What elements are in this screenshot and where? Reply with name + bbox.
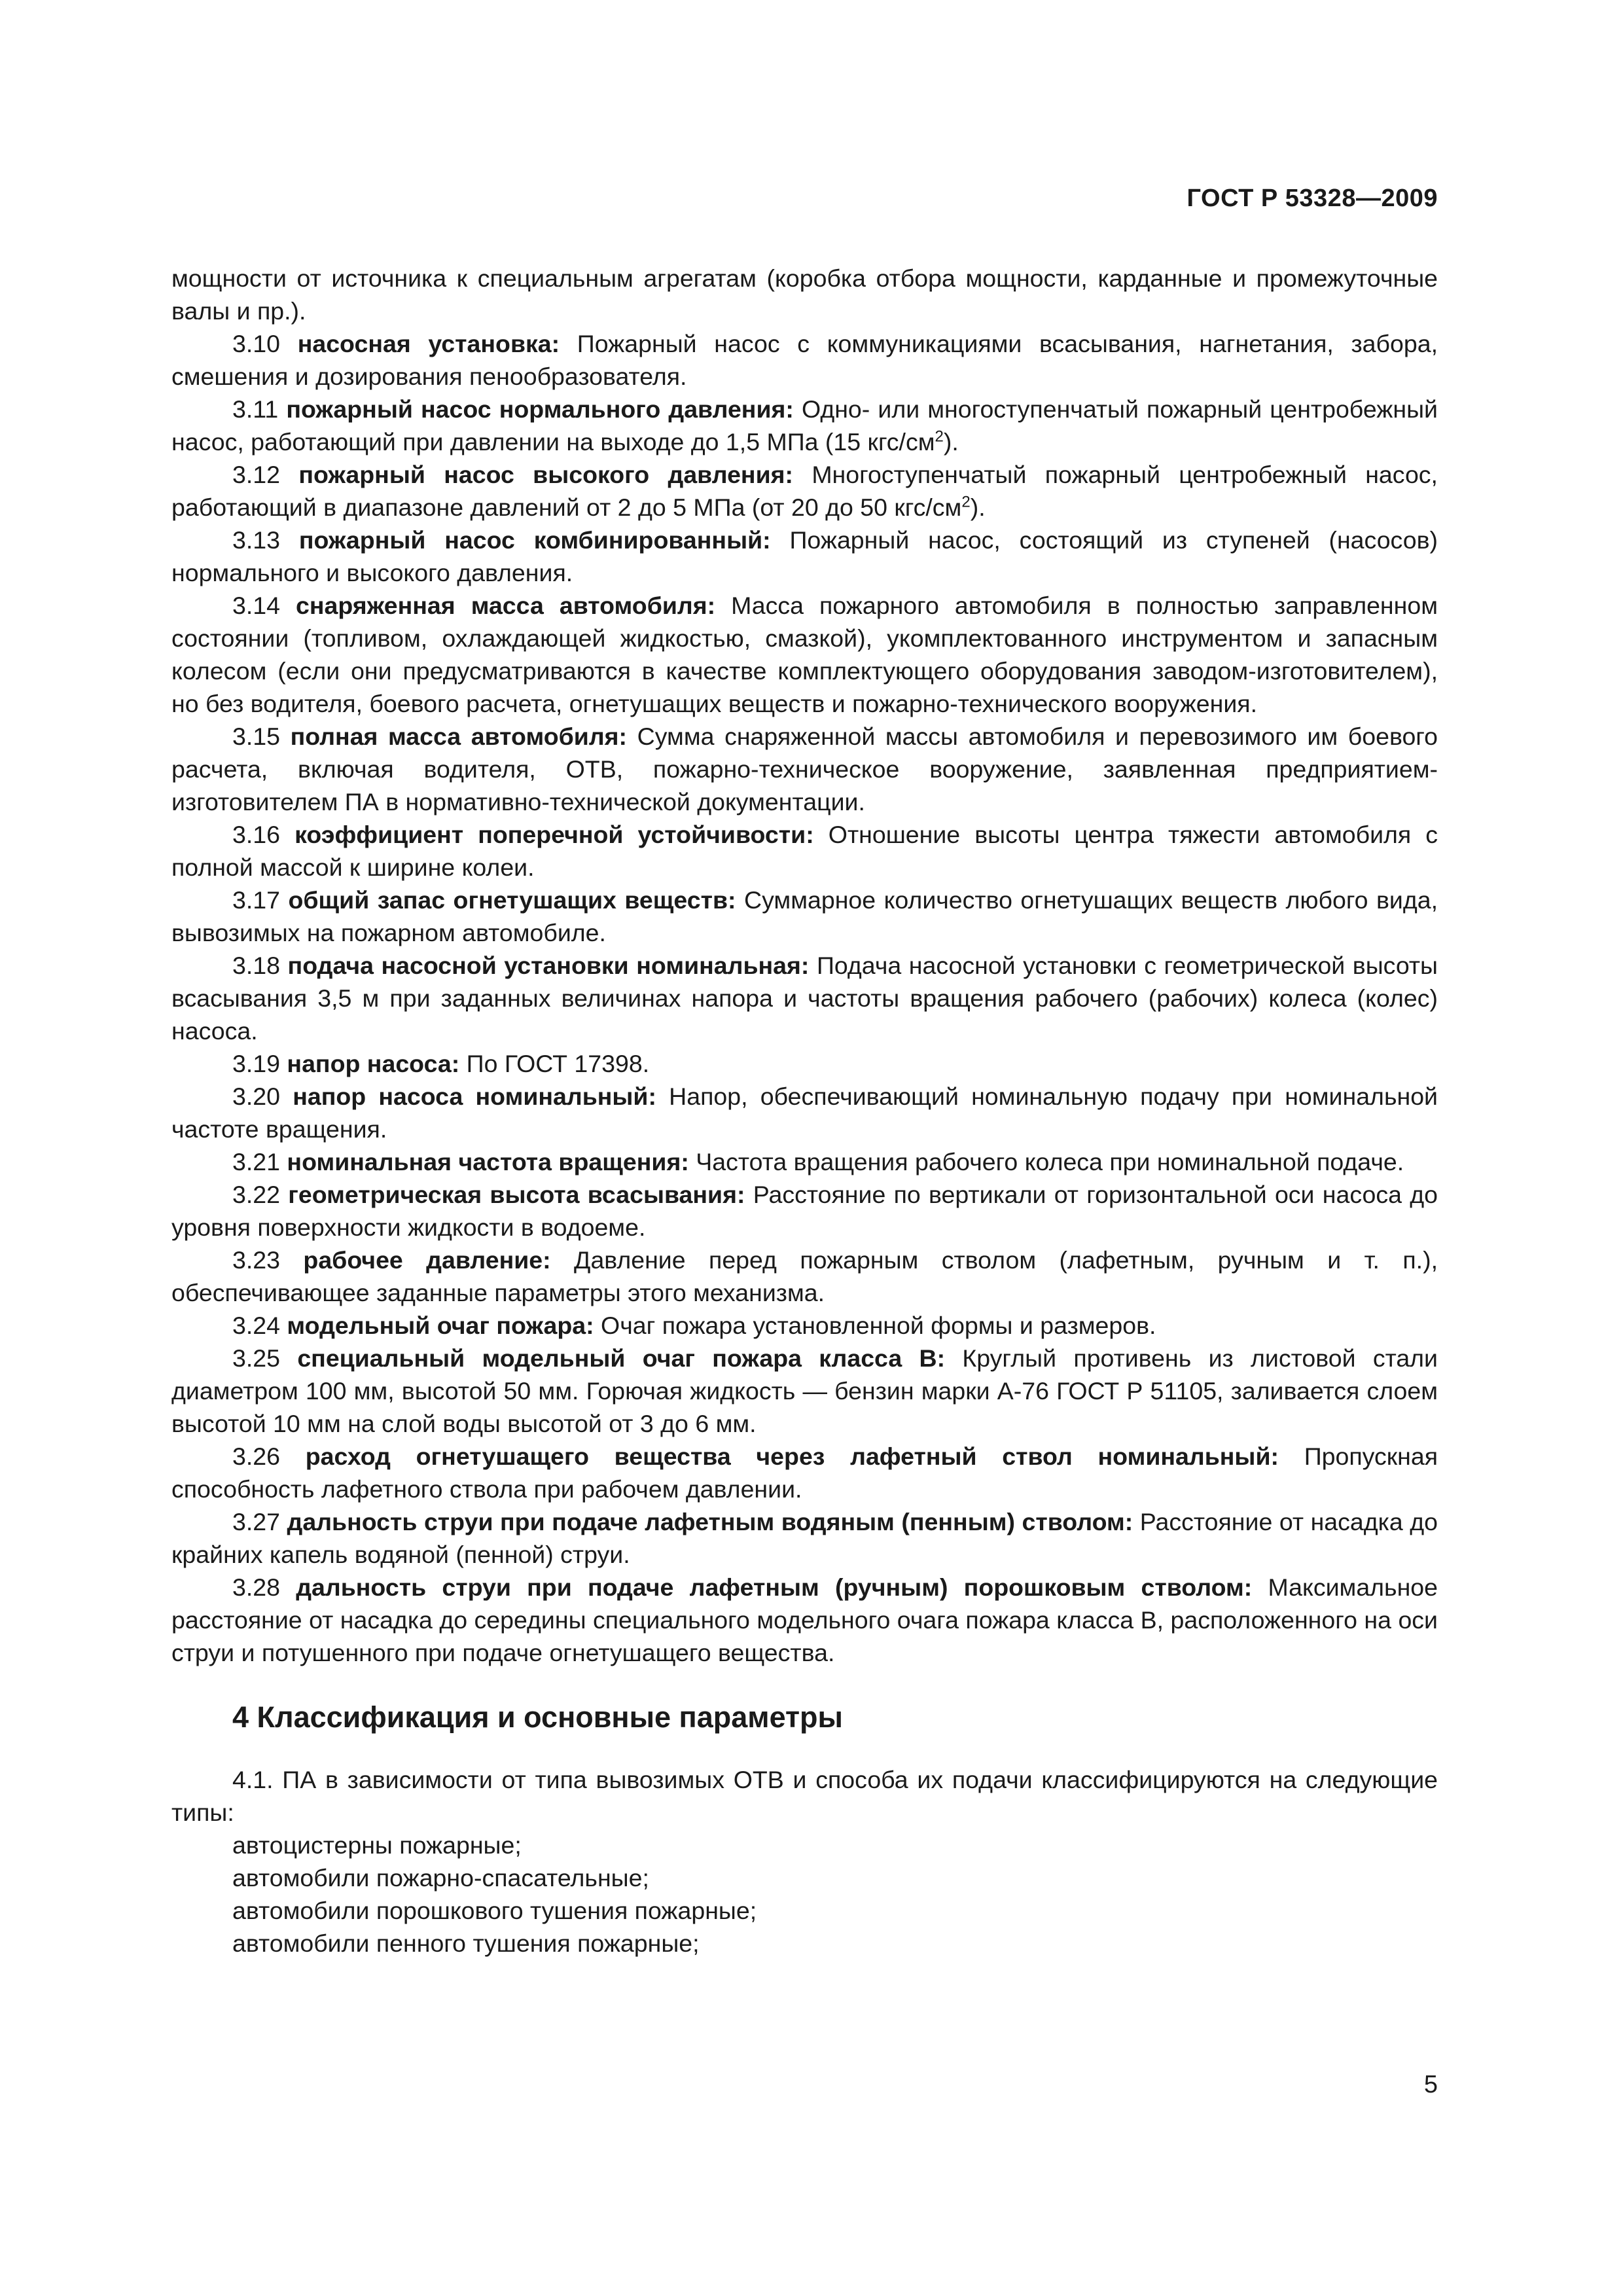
definition-number: 3.12 xyxy=(232,461,280,488)
definition-text: Пропускная способность лафетного ствола при рабочем давлении. xyxy=(171,1443,1438,1503)
continuation-paragraph: мощности от источника к специальным агрегатам (коробка отбора мощности, карданные и промежуточные валы и пр.). xyxy=(171,264,1438,325)
definition-term: рабочее давление: xyxy=(303,1246,551,1274)
definition-number: 3.19 xyxy=(232,1050,280,1077)
definition-text: Расстояние от насадка до крайних капель водяной (пенной) струи. xyxy=(171,1508,1438,1568)
definition-paragraph xyxy=(171,1505,1438,1571)
page-number: 5 xyxy=(1423,2071,1438,2098)
definition-paragraph xyxy=(171,1178,1438,1244)
definition-term: насосная установка: xyxy=(297,330,560,357)
definition-text: Максимальное расстояние от насадка до середины специального модельного очага пожара класса В, расположенного на оси струи и потушенного при подаче огнетушащего вещества. xyxy=(171,1573,1438,1666)
list-item: автомобили пожарно-спасательные; xyxy=(232,1864,649,1892)
definition-number: 3.28 xyxy=(232,1573,280,1601)
definition-text: Одно- или многоступенчатый пожарный центробежный насос, работающий при давлении на выходе до 1,5 МПа (15 кгс/см xyxy=(171,395,1438,456)
definition-term: специальный модельный очаг пожара класса В: xyxy=(297,1344,946,1372)
definition-text: Расстояние по вертикали от горизонтальной оси насоса до уровня поверхности жидкости в водоеме. xyxy=(171,1181,1438,1241)
list-item: автомобили порошкового тушения пожарные; xyxy=(232,1897,757,1924)
definition-term: пожарный насос высокого давления: xyxy=(298,461,793,488)
definition-tail: ). xyxy=(943,428,959,456)
document-body xyxy=(171,262,1438,1960)
definition-text: Напор, обеспечивающий номинальную подачу при номинальной частоте вращения. xyxy=(171,1083,1438,1143)
definition-number: 3.27 xyxy=(232,1508,280,1535)
definition-term: подача насосной установки номинальная: xyxy=(287,952,810,979)
definition-text: Очаг пожара установленной формы и размеров. xyxy=(601,1312,1156,1339)
definition-paragraph xyxy=(171,589,1438,720)
definition-term: расход огнетушащего вещества через лафетный ствол номинальный: xyxy=(305,1443,1279,1470)
definition-paragraph xyxy=(171,1342,1438,1440)
definition-term: коэффициент поперечной устойчивости: xyxy=(294,821,814,848)
definition-text: Сумма снаряженной массы автомобиля и перевозимого им боевого расчета, включая водителя, ОТВ, пожарно-техническое вооружение, заявленная предприятием-изготовителем ПА в нормативно-технической документации. xyxy=(171,723,1438,816)
section-4-intro: 4.1. ПА в зависимости от типа вывозимых ОТВ и способа их подачи классифицируются на следующие типы: xyxy=(171,1766,1438,1826)
definition-text: Пожарный насос, состоящий из ступеней (насосов) нормального и высокого давления. xyxy=(171,526,1438,586)
definition-text: Частота вращения рабочего колеса при номинальной подаче. xyxy=(696,1148,1404,1175)
unit-superscript: 2 xyxy=(935,427,944,446)
definition-term: дальность струи при подаче лафетным (ручным) порошковым стволом: xyxy=(296,1573,1253,1601)
definition-paragraph xyxy=(171,1309,1438,1342)
definition-paragraph xyxy=(171,1047,1438,1080)
definition-term: номинальная частота вращения: xyxy=(287,1148,689,1175)
definition-term: дальность струи при подаче лафетным водяным (пенным) стволом: xyxy=(287,1508,1133,1535)
unit-superscript: 2 xyxy=(961,493,971,511)
definition-paragraph xyxy=(171,884,1438,949)
definition-term: пожарный насос комбинированный: xyxy=(298,526,771,554)
definition-term: пожарный насос нормального давления: xyxy=(286,395,794,423)
definition-paragraph xyxy=(171,458,1438,524)
definition-paragraph xyxy=(171,1145,1438,1178)
definition-paragraph xyxy=(171,1440,1438,1505)
standard-header: ГОСТ Р 53328—2009 xyxy=(1186,185,1438,212)
definition-tail: ). xyxy=(970,493,986,521)
section-4-title: 4 Классификация и основные параметры xyxy=(232,1700,843,1734)
definitions-list xyxy=(171,327,1438,1669)
definition-text: Суммарное количество огнетушащих веществ любого вида, вывозимых на пожарном автомобиле. xyxy=(171,886,1438,946)
definition-number: 3.13 xyxy=(232,526,280,554)
definition-text: Круглый противень из листовой стали диаметром 100 мм, высотой 50 мм. Горючая жидкость — бензин марки А-76 ГОСТ Р 51105, заливается слоем высотой 10 мм на слой воды высотой от 3 до 6 мм. xyxy=(171,1344,1438,1437)
definition-text: Подача насосной установки с геометрической высоты всасывания 3,5 м при заданных величинах напора и частоты вращения рабочего (рабочих) колеса (колес) насоса. xyxy=(171,952,1438,1045)
definition-number: 3.14 xyxy=(232,592,280,619)
definition-number: 3.11 xyxy=(232,395,279,423)
definition-term: снаряженная масса автомобиля: xyxy=(296,592,716,619)
definition-paragraph xyxy=(171,1571,1438,1669)
definition-paragraph xyxy=(171,327,1438,393)
definition-term: геометрическая высота всасывания: xyxy=(288,1181,745,1208)
definition-number: 3.20 xyxy=(232,1083,280,1110)
list-item: автоцистерны пожарные; xyxy=(232,1831,522,1859)
definition-number: 3.21 xyxy=(232,1148,280,1175)
definition-paragraph xyxy=(171,818,1438,884)
definition-term: напор насоса номинальный: xyxy=(293,1083,656,1110)
definition-number: 3.24 xyxy=(232,1312,280,1339)
definition-paragraph xyxy=(171,1080,1438,1145)
definition-number: 3.26 xyxy=(232,1443,280,1470)
definition-text: По ГОСТ 17398. xyxy=(466,1050,650,1077)
definition-paragraph xyxy=(171,1244,1438,1309)
definition-number: 3.25 xyxy=(232,1344,280,1372)
definition-number: 3.10 xyxy=(232,330,280,357)
definition-term: общий запас огнетушащих веществ: xyxy=(288,886,736,914)
definition-paragraph xyxy=(171,949,1438,1047)
definition-text: Масса пожарного автомобиля в полностью заправленном состоянии (топливом, охлаждающей жидкостью, смазкой), укомплектованного инструментом и запасным колесом (если они предусматриваются в качестве комплектующего оборудования заводом-изготовителем), но без водителя, боевого расчета, огнетушащих веществ и пожарно-технического вооружения. xyxy=(171,592,1438,717)
definition-paragraph xyxy=(171,524,1438,589)
definition-text: Давление перед пожарным стволом (лафетным, ручным и т. п.), обеспечивающее заданные параметры этого механизма. xyxy=(171,1246,1438,1306)
definition-paragraph xyxy=(171,720,1438,818)
definition-number: 3.17 xyxy=(232,886,280,914)
definition-text: Пожарный насос с коммуникациями всасывания, нагнетания, забора, смешения и дозирования пенообразователя. xyxy=(171,330,1438,390)
classification-list xyxy=(171,1829,1438,1960)
definition-paragraph xyxy=(171,393,1438,458)
definition-number: 3.18 xyxy=(232,952,280,979)
definition-number: 3.23 xyxy=(232,1246,280,1274)
definition-term: полная масса автомобиля: xyxy=(290,723,628,750)
definition-text: Многоступенчатый пожарный центробежный насос, работающий в диапазоне давлений от 2 до 5 МПа (от 20 до 50 кгс/см xyxy=(171,461,1438,521)
definition-number: 3.15 xyxy=(232,723,280,750)
definition-term: модельный очаг пожара: xyxy=(287,1312,594,1339)
list-item: автомобили пенного тушения пожарные; xyxy=(232,1929,700,1957)
definition-text: Отношение высоты центра тяжести автомобиля с полной массой к ширине колеи. xyxy=(171,821,1438,881)
definition-number: 3.16 xyxy=(232,821,280,848)
definition-number: 3.22 xyxy=(232,1181,280,1208)
definition-term: напор насоса: xyxy=(287,1050,460,1077)
